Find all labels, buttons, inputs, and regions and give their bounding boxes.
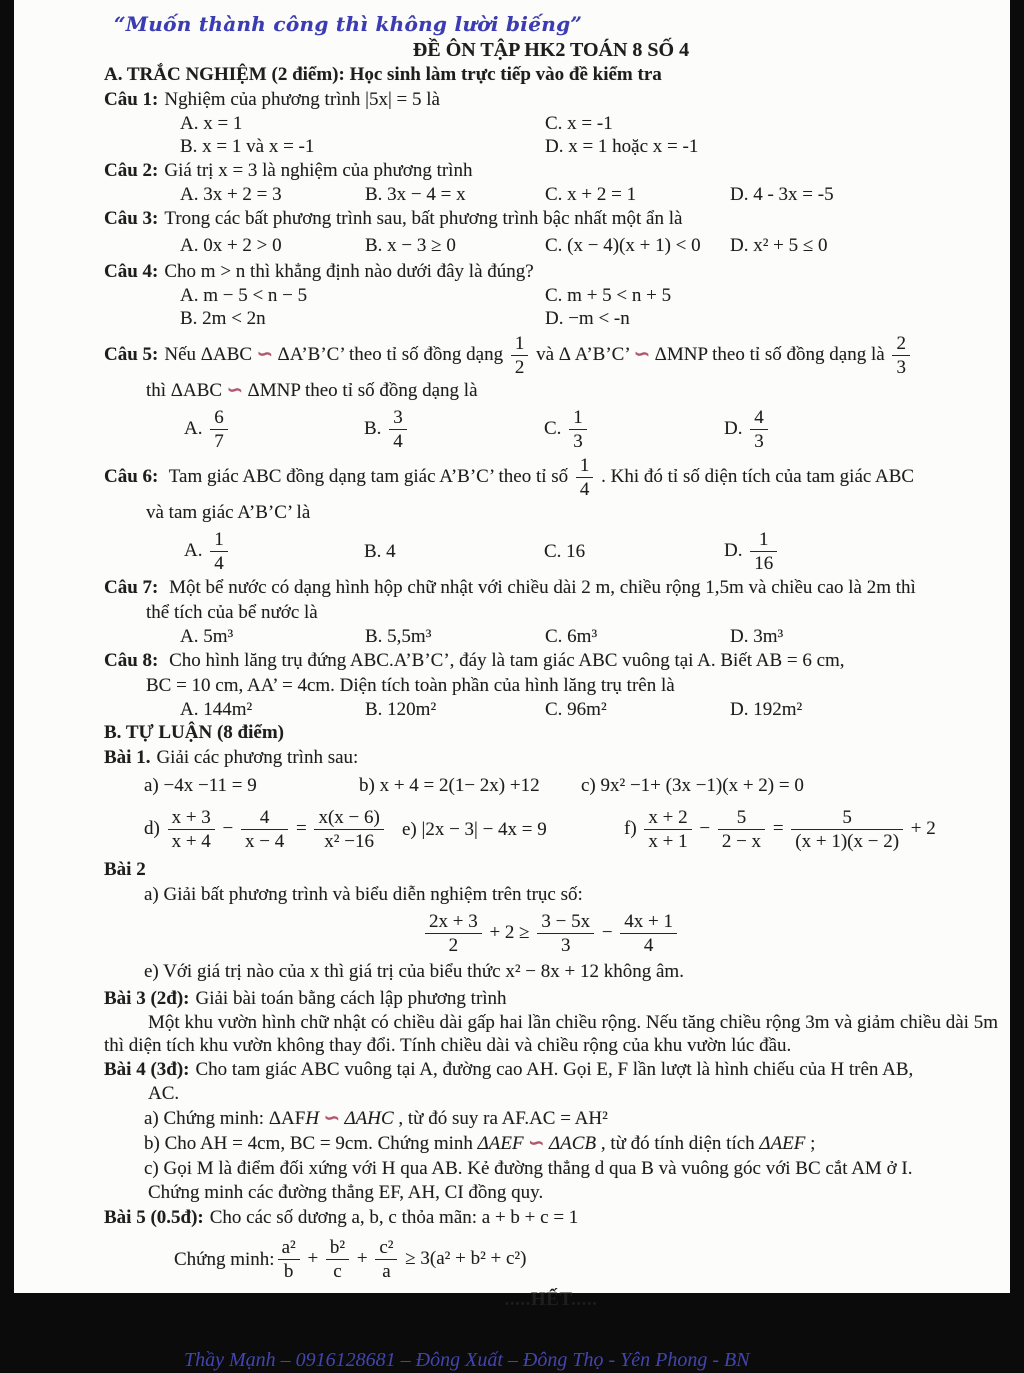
option-2d: D. 4 - 3x = -5 <box>730 184 834 205</box>
option-4d: D. −m < -n <box>545 308 630 329</box>
problem-4-item-b: b) Cho AH = 4cm, BC = 9cm. Chứng minh ΔAEF ∽ ΔACB , từ đó tính diện tích ΔAEF ; <box>144 1133 816 1154</box>
problem-3-paragraph: Một khu vườn hình chữ nhật có chiều dài gấp hai lần chiều rộng. Nếu tăng chiều rộng 3m và giảm chiều dài 5m thì diện tích khu vườn không thay đổi. Tính chiều dài và chiều rộng của khu vườn lúc đầu. <box>104 1012 998 1056</box>
option-3b: B. x − 3 ≥ 0 <box>365 235 456 256</box>
problem-1-equations-row-2 <box>104 803 998 855</box>
question-1-label: Câu 1: <box>104 89 159 110</box>
prove-label: Chứng minh: <box>174 1248 275 1270</box>
question-6-options <box>104 528 998 574</box>
option-1d: D. x = 1 hoặc x = -1 <box>545 136 699 157</box>
option-4c: C. m + 5 < n + 5 <box>545 285 672 306</box>
question-2 <box>104 159 998 206</box>
problem-1 <box>104 746 998 855</box>
option-7b: B. 5,5m³ <box>365 626 432 647</box>
problem-5-label: Bài 5 (0.5đ): <box>104 1207 204 1228</box>
motivational-quote: “Muốn thành công thì không lười biếng” <box>114 12 583 36</box>
problem-1-label: Bài 1. <box>104 747 151 768</box>
problem-3-label: Bài 3 (2đ): <box>104 988 190 1009</box>
question-6-text-2: và tam giác A’B’C’ là <box>146 502 311 523</box>
problem-5 <box>104 1206 998 1284</box>
teacher-signature: Thầy Mạnh – 0916128681 – Đông Xuất – Đông Thọ - Yên Phong - BN <box>184 1349 750 1371</box>
section-a-heading: A. TRẮC NGHIỆM (2 điểm): Học sinh làm trực tiếp vào đề kiểm tra <box>104 64 662 85</box>
question-2-options <box>104 183 998 206</box>
question-7-text: Câu 7: Một bể nước có dạng hình hộp chữ nhật với chiều dài 2 m, chiều rộng 1,5m và chiều cao là 2m thì <box>104 577 916 598</box>
question-8-options <box>104 698 998 721</box>
option-8b: B. 120m² <box>365 699 437 720</box>
option-2b: B. 3x − 4 = x <box>365 184 466 205</box>
option-6a: A. $\frac{1}{4}$ <box>184 529 364 574</box>
problem-4-item-a: a) Chứng minh: ΔAFH ∽ ΔAHC , từ đó suy ra AF.AC = AH² <box>144 1108 608 1129</box>
problem-5-text: Bài 5 (0.5đ): Cho các số dương a, b, c thỏa mãn: a + b + c = 1 <box>104 1207 579 1228</box>
problem-4-item-c-2: Chứng minh các đường thẳng EF, AH, CI đồng quy. <box>148 1182 544 1203</box>
option-2a: A. 3x + 2 = 3 <box>180 184 282 205</box>
end-marker: .....HẾT..... <box>504 1289 598 1310</box>
option-4a: A. m − 5 < n − 5 <box>180 285 308 306</box>
option-8a: A. 144m² <box>180 699 253 720</box>
question-5-text-2: thì ΔABC ∽ ΔMNP theo tỉ số đồng dạng là <box>146 380 478 401</box>
question-4-options <box>104 284 998 330</box>
exam-content <box>14 0 1010 1373</box>
option-6d: D. $\frac{1}{16}$ <box>724 529 998 574</box>
question-5-label: Câu 5: <box>104 343 159 365</box>
question-1-options <box>104 112 998 158</box>
equation-1e: e) |2x − 3| − 4x = 9 <box>402 818 547 840</box>
question-1 <box>104 88 998 158</box>
problem-4-text-2: AC. <box>148 1083 180 1104</box>
exam-page <box>14 0 1010 1371</box>
question-3-label: Câu 3: <box>104 208 159 229</box>
problem-4-label: Bài 4 (3đ): <box>104 1059 190 1080</box>
option-3c: C. (x − 4)(x + 1) < 0 <box>545 235 701 256</box>
question-2-label: Câu 2: <box>104 160 159 181</box>
problem-2-item-a: a) Giải bất phương trình và biểu diễn nghiệm trên trục số: <box>144 884 583 905</box>
option-5c: C. $\frac{1}{3}$ <box>544 407 724 452</box>
option-3d: D. x² + 5 ≤ 0 <box>730 235 828 256</box>
exam-title: ĐỀ ÔN TẬP HK2 TOÁN 8 SỐ 4 <box>412 39 690 61</box>
question-6-label: Câu 6: <box>104 465 159 487</box>
problem-4 <box>104 1058 998 1205</box>
option-8c: C. 96m² <box>545 699 607 720</box>
question-5 <box>104 333 998 452</box>
equation-1c: c) 9x² −1+ (3x −1)(x + 2) = 0 <box>581 775 804 796</box>
equation-1a: a) −4x −11 = 9 <box>144 775 257 796</box>
problem-3 <box>104 987 998 1057</box>
question-5-text: Câu 5: Nếu ΔABC ∽ ΔA’B’C’ theo tỉ số đồng dạng $\frac{1}{2}$ và Δ A’B’C’ ∽ ΔMNP theo tỉ số đồng dạng là $\frac{2}{3}$ <box>104 333 998 378</box>
section-b-heading: B. TỰ LUẬN (8 điểm) <box>104 722 284 743</box>
option-6b: B. 4 <box>364 540 396 562</box>
problem-4-text: Bài 4 (3đ): Cho tam giác ABC vuông tại A, đường cao AH. Gọi E, F lần lượt là hình chiếu của H trên AB, <box>104 1059 914 1080</box>
equation-1f: f) $\frac{x + 2}{x + 1}$ − $\frac{5}{2 - x}$ = $\frac{5}{(x + 1)(x - 2)}$ + 2 <box>624 806 936 852</box>
question-3 <box>104 207 998 257</box>
question-8 <box>104 649 998 721</box>
question-4-text: Câu 4: Cho m > n thì khẳng định nào dưới đây là đúng? <box>104 261 534 282</box>
question-6-text: Câu 6: Tam giác ABC đồng dạng tam giác A’B’C’ theo tỉ số $\frac{1}{4}$ . Khi đó tỉ số diện tích của tam giác ABC <box>104 455 915 500</box>
equation-1d: d) $\frac{x + 3}{x + 4}$ − $\frac{4}{x - 4}$ = $\frac{x(x - 6)}{\text{x² −16}}$ <box>144 807 402 852</box>
question-6 <box>104 455 998 574</box>
question-7-options <box>104 625 998 648</box>
problem-3-text: Bài 3 (2đ): Giải bài toán bằng cách lập phương trình <box>104 988 507 1009</box>
option-7a: A. 5m³ <box>180 626 234 647</box>
equation-1b: b) x + 4 = 2(1− 2x) +12 <box>359 775 540 796</box>
question-7 <box>104 576 998 648</box>
option-1b: B. x = 1 và x = -1 <box>180 136 315 157</box>
option-5b: B. $\frac{3}{4}$ <box>364 407 544 452</box>
option-5d: D. $\frac{4}{3}$ <box>724 407 998 452</box>
question-1-text: Câu 1: Nghiệm của phương trình |5x| = 5 là <box>104 89 440 110</box>
option-1c: C. x = -1 <box>545 113 613 134</box>
option-7c: C. 6m³ <box>545 626 598 647</box>
option-1a: A. x = 1 <box>180 113 243 134</box>
problem-1-equations-row-1 <box>104 774 998 797</box>
option-6c: C. 16 <box>544 540 586 562</box>
option-7d: D. 3m³ <box>730 626 784 647</box>
question-3-options <box>104 234 998 257</box>
problem-5-inequality: Chứng minh: $\frac{\text{a²}}{b}$ + $\frac{\text{b²}}{c}$ + $\frac{\text{c²}}{a}$ ≥ 3(a² + b² + c²) <box>174 1236 527 1282</box>
problem-2-item-e: e) Với giá trị nào của x thì giá trị của biểu thức x² − 8x + 12 không âm. <box>144 961 684 982</box>
question-3-text: Câu 3: Trong các bất phương trình sau, bất phương trình bậc nhất một ẩn là <box>104 208 683 229</box>
question-7-label: Câu 7: <box>104 577 159 598</box>
option-4b: B. 2m < 2n <box>180 308 266 329</box>
question-2-text: Câu 2: Giá trị x = 3 là nghiệm của phương trình <box>104 160 473 181</box>
problem-2 <box>104 858 998 984</box>
option-5a: A. $\frac{6}{7}$ <box>184 407 364 452</box>
question-8-label: Câu 8: <box>104 650 159 671</box>
problem-4-item-c: c) Gọi M là điểm đối xứng với H qua AB. Kẻ đường thẳng d qua B và vuông góc với BC cắt AM ở I. <box>144 1158 913 1179</box>
problem-2-label: Bài 2 <box>104 859 146 880</box>
problem-1-text: Bài 1. Giải các phương trình sau: <box>104 747 359 768</box>
option-8d: D. 192m² <box>730 699 803 720</box>
question-7-text-2: thể tích của bể nước là <box>146 602 318 623</box>
option-3a: A. 0x + 2 > 0 <box>180 235 282 256</box>
question-8-text: Câu 8: Cho hình lăng trụ đứng ABC.A’B’C’, đáy là tam giác ABC vuông tại A. Biết AB = 6 cm, <box>104 650 845 671</box>
question-4-label: Câu 4: <box>104 261 159 282</box>
problem-2-inequality: $\frac{2x + 3}{2}$ + 2 ≥ $\frac{3 - 5x}{3}$ − $\frac{4x + 1}{4}$ <box>104 911 998 956</box>
question-5-options <box>104 406 998 452</box>
question-4 <box>104 260 998 330</box>
question-8-text-2: BC = 10 cm, AA’ = 4cm. Diện tích toàn phần của hình lăng trụ trên là <box>146 675 675 696</box>
option-2c: C. x + 2 = 1 <box>545 184 637 205</box>
